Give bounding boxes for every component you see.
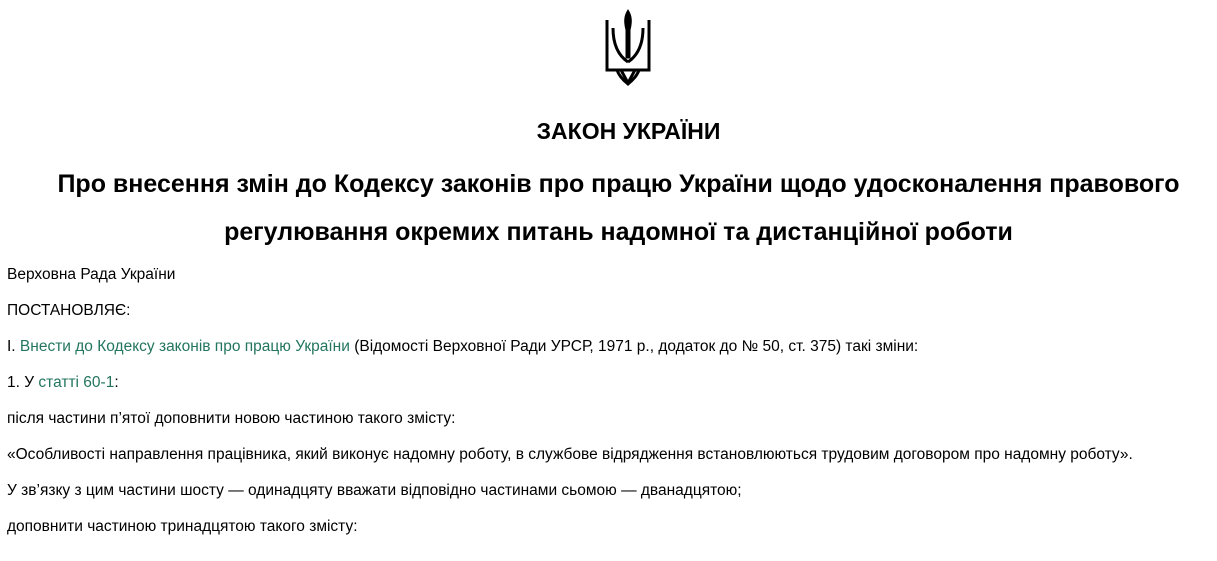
- item-1-paragraph: [7, 373, 1207, 393]
- labor-code-link[interactable]: Внести до Кодексу законів про працю України: [19, 338, 350, 355]
- article-60-1-link[interactable]: статті 60-1: [38, 374, 115, 391]
- law-type-heading: ЗАКОН УКРАЇНИ: [536, 118, 721, 144]
- law-title-heading: Про внесення змін до Кодексу законів про працю України щодо удосконалення правового регулювання окремих питань надомної та дистанційної роботи: [57, 170, 1180, 246]
- coat-of-arms-trident-icon: [603, 8, 653, 86]
- resolves-paragraph: ПОСТАНОВЛЯЄ:: [7, 302, 131, 319]
- amendment-paragraph-1: після частини п’ятої доповнити новою частиною такого змісту:: [7, 410, 456, 427]
- amendment-paragraph-2: «Особливості направлення працівника, який виконує надомну роботу, в службове відрядження встановлюються трудовим договором про надомну роботу».: [7, 446, 1133, 463]
- section-1-rest: (Відомості Верховної Ради УРСР, 1971 р., додаток до № 50, ст. 375) такі зміни:: [349, 338, 919, 355]
- amendment-paragraph-4: доповнити частиною тринадцятою такого змісту:: [7, 518, 358, 535]
- item-1-prefix: 1. У: [7, 374, 39, 391]
- issuer-paragraph: Верховна Рада України: [7, 266, 176, 283]
- amendment-paragraph-3: У зв’язку з цим частини шосту — одинадцяту вважати відповідно частинами сьомою — дванадцятою;: [7, 482, 742, 499]
- item-1-suffix: :: [114, 374, 119, 391]
- law-body: [7, 265, 1207, 553]
- section-1-number: I.: [7, 338, 20, 355]
- section-1-paragraph: [7, 337, 1207, 357]
